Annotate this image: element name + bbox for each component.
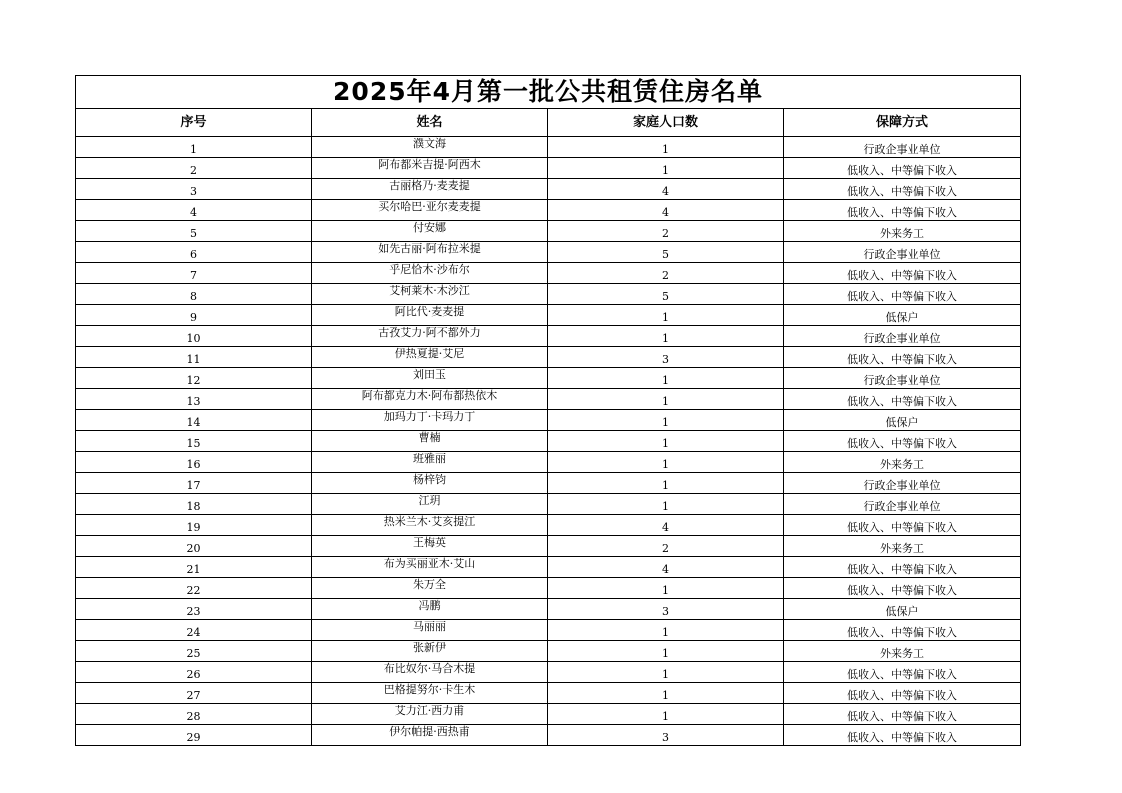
cell-serial-number: 14 bbox=[76, 410, 312, 431]
cell-household-size: 1 bbox=[548, 137, 784, 158]
cell-household-size: 1 bbox=[548, 326, 784, 347]
cell-name: 乎尼恰木·沙布尔 bbox=[312, 263, 548, 284]
cell-guarantee-type: 低收入、中等偏下收入 bbox=[784, 431, 1021, 452]
cell-serial-number: 2 bbox=[76, 158, 312, 179]
table-row bbox=[76, 137, 1021, 158]
cell-serial-number: 10 bbox=[76, 326, 312, 347]
cell-serial-number: 20 bbox=[76, 536, 312, 557]
cell-guarantee-type: 外来务工 bbox=[784, 221, 1021, 242]
cell-serial-number: 5 bbox=[76, 221, 312, 242]
cell-guarantee-type: 低收入、中等偏下收入 bbox=[784, 725, 1021, 746]
cell-household-size: 1 bbox=[548, 452, 784, 473]
cell-name: 江玥 bbox=[312, 494, 548, 515]
cell-serial-number: 26 bbox=[76, 662, 312, 683]
cell-name: 朱万全 bbox=[312, 578, 548, 599]
cell-household-size: 5 bbox=[548, 284, 784, 305]
cell-household-size: 5 bbox=[548, 242, 784, 263]
cell-serial-number: 6 bbox=[76, 242, 312, 263]
cell-serial-number: 23 bbox=[76, 599, 312, 620]
cell-guarantee-type: 低收入、中等偏下收入 bbox=[784, 347, 1021, 368]
cell-household-size: 1 bbox=[548, 305, 784, 326]
table-title: 2025年4月第一批公共租赁住房名单 bbox=[76, 76, 1021, 109]
cell-serial-number: 9 bbox=[76, 305, 312, 326]
cell-guarantee-type: 低收入、中等偏下收入 bbox=[784, 578, 1021, 599]
table-row bbox=[76, 305, 1021, 326]
cell-guarantee-type: 低收入、中等偏下收入 bbox=[784, 515, 1021, 536]
cell-serial-number: 8 bbox=[76, 284, 312, 305]
cell-guarantee-type: 低收入、中等偏下收入 bbox=[784, 704, 1021, 725]
cell-guarantee-type: 低收入、中等偏下收入 bbox=[784, 662, 1021, 683]
cell-name: 濮文海 bbox=[312, 137, 548, 158]
cell-name: 曹楠 bbox=[312, 431, 548, 452]
cell-guarantee-type: 外来务工 bbox=[784, 452, 1021, 473]
cell-name: 艾柯莱木·木沙江 bbox=[312, 284, 548, 305]
cell-name: 付安娜 bbox=[312, 221, 548, 242]
cell-name: 王梅英 bbox=[312, 536, 548, 557]
cell-serial-number: 21 bbox=[76, 557, 312, 578]
header-serial-number: 序号 bbox=[76, 109, 312, 137]
cell-name: 阿布都克力木·阿布都热依木 bbox=[312, 389, 548, 410]
cell-guarantee-type: 行政企事业单位 bbox=[784, 137, 1021, 158]
table-row bbox=[76, 200, 1021, 221]
cell-name: 热米兰木·艾亥提江 bbox=[312, 515, 548, 536]
header-guarantee-type: 保障方式 bbox=[784, 109, 1021, 137]
cell-name: 伊热夏提·艾尼 bbox=[312, 347, 548, 368]
table-row bbox=[76, 410, 1021, 431]
table-body bbox=[76, 137, 1021, 746]
cell-household-size: 4 bbox=[548, 557, 784, 578]
cell-name: 艾力江·西力甫 bbox=[312, 704, 548, 725]
table-row bbox=[76, 683, 1021, 704]
cell-household-size: 2 bbox=[548, 221, 784, 242]
table-row bbox=[76, 158, 1021, 179]
cell-household-size: 1 bbox=[548, 368, 784, 389]
cell-name: 布为买丽亚木·艾山 bbox=[312, 557, 548, 578]
cell-household-size: 1 bbox=[548, 704, 784, 725]
cell-household-size: 3 bbox=[548, 347, 784, 368]
cell-household-size: 1 bbox=[548, 494, 784, 515]
cell-name: 伊尔帕提·西热甫 bbox=[312, 725, 548, 746]
cell-guarantee-type: 低保户 bbox=[784, 410, 1021, 431]
cell-household-size: 1 bbox=[548, 389, 784, 410]
cell-guarantee-type: 外来务工 bbox=[784, 641, 1021, 662]
table-row bbox=[76, 515, 1021, 536]
cell-guarantee-type: 低收入、中等偏下收入 bbox=[784, 179, 1021, 200]
cell-household-size: 1 bbox=[548, 662, 784, 683]
cell-name: 布比奴尔·马合木提 bbox=[312, 662, 548, 683]
cell-guarantee-type: 行政企事业单位 bbox=[784, 326, 1021, 347]
table-row bbox=[76, 431, 1021, 452]
cell-name: 如先古丽·阿布拉米提 bbox=[312, 242, 548, 263]
cell-guarantee-type: 行政企事业单位 bbox=[784, 473, 1021, 494]
cell-household-size: 2 bbox=[548, 263, 784, 284]
table-row bbox=[76, 347, 1021, 368]
cell-serial-number: 22 bbox=[76, 578, 312, 599]
cell-household-size: 3 bbox=[548, 599, 784, 620]
table-row bbox=[76, 326, 1021, 347]
cell-household-size: 1 bbox=[548, 410, 784, 431]
table-row bbox=[76, 536, 1021, 557]
cell-household-size: 1 bbox=[548, 158, 784, 179]
header-household-size: 家庭人口数 bbox=[548, 109, 784, 137]
title-row bbox=[76, 76, 1021, 109]
cell-household-size: 1 bbox=[548, 473, 784, 494]
cell-guarantee-type: 低收入、中等偏下收入 bbox=[784, 284, 1021, 305]
cell-name: 刘田玉 bbox=[312, 368, 548, 389]
cell-name: 买尔哈巴·亚尔麦麦提 bbox=[312, 200, 548, 221]
cell-serial-number: 3 bbox=[76, 179, 312, 200]
cell-guarantee-type: 外来务工 bbox=[784, 536, 1021, 557]
table-row bbox=[76, 368, 1021, 389]
cell-guarantee-type: 低收入、中等偏下收入 bbox=[784, 263, 1021, 284]
table-row bbox=[76, 452, 1021, 473]
cell-serial-number: 4 bbox=[76, 200, 312, 221]
cell-household-size: 1 bbox=[548, 683, 784, 704]
cell-household-size: 3 bbox=[548, 725, 784, 746]
cell-serial-number: 16 bbox=[76, 452, 312, 473]
cell-name: 杨梓钧 bbox=[312, 473, 548, 494]
table-row bbox=[76, 263, 1021, 284]
cell-serial-number: 25 bbox=[76, 641, 312, 662]
header-row bbox=[76, 109, 1021, 137]
table-row bbox=[76, 242, 1021, 263]
table-row bbox=[76, 662, 1021, 683]
cell-serial-number: 28 bbox=[76, 704, 312, 725]
cell-name: 古丽格乃·麦麦提 bbox=[312, 179, 548, 200]
cell-serial-number: 7 bbox=[76, 263, 312, 284]
cell-guarantee-type: 行政企事业单位 bbox=[784, 368, 1021, 389]
cell-serial-number: 24 bbox=[76, 620, 312, 641]
cell-name: 阿比代·麦麦提 bbox=[312, 305, 548, 326]
cell-serial-number: 1 bbox=[76, 137, 312, 158]
cell-household-size: 2 bbox=[548, 536, 784, 557]
table-row bbox=[76, 641, 1021, 662]
cell-name: 加玛力丁·卡玛力丁 bbox=[312, 410, 548, 431]
cell-guarantee-type: 行政企事业单位 bbox=[784, 494, 1021, 515]
cell-guarantee-type: 低收入、中等偏下收入 bbox=[784, 389, 1021, 410]
cell-serial-number: 13 bbox=[76, 389, 312, 410]
cell-guarantee-type: 低保户 bbox=[784, 599, 1021, 620]
cell-guarantee-type: 低收入、中等偏下收入 bbox=[784, 200, 1021, 221]
cell-serial-number: 19 bbox=[76, 515, 312, 536]
cell-name: 冯鹏 bbox=[312, 599, 548, 620]
cell-serial-number: 11 bbox=[76, 347, 312, 368]
cell-serial-number: 17 bbox=[76, 473, 312, 494]
cell-household-size: 4 bbox=[548, 179, 784, 200]
table-row bbox=[76, 473, 1021, 494]
cell-guarantee-type: 行政企事业单位 bbox=[784, 242, 1021, 263]
spreadsheet-sheet bbox=[75, 75, 1020, 746]
cell-household-size: 1 bbox=[548, 641, 784, 662]
cell-serial-number: 12 bbox=[76, 368, 312, 389]
cell-serial-number: 18 bbox=[76, 494, 312, 515]
cell-guarantee-type: 低保户 bbox=[784, 305, 1021, 326]
cell-household-size: 1 bbox=[548, 431, 784, 452]
cell-name: 古孜艾力·阿不都外力 bbox=[312, 326, 548, 347]
cell-household-size: 4 bbox=[548, 200, 784, 221]
table-row bbox=[76, 557, 1021, 578]
table-row bbox=[76, 179, 1021, 200]
table-row bbox=[76, 599, 1021, 620]
cell-guarantee-type: 低收入、中等偏下收入 bbox=[784, 620, 1021, 641]
rental-housing-table bbox=[75, 75, 1021, 746]
table-row bbox=[76, 221, 1021, 242]
cell-name: 巴格提努尔·卡生木 bbox=[312, 683, 548, 704]
table-row bbox=[76, 494, 1021, 515]
header-name: 姓名 bbox=[312, 109, 548, 137]
table-row bbox=[76, 389, 1021, 410]
cell-serial-number: 27 bbox=[76, 683, 312, 704]
table-row bbox=[76, 725, 1021, 746]
cell-household-size: 1 bbox=[548, 620, 784, 641]
table-row bbox=[76, 578, 1021, 599]
table-row bbox=[76, 704, 1021, 725]
cell-household-size: 4 bbox=[548, 515, 784, 536]
cell-guarantee-type: 低收入、中等偏下收入 bbox=[784, 683, 1021, 704]
cell-name: 张新伊 bbox=[312, 641, 548, 662]
cell-household-size: 1 bbox=[548, 578, 784, 599]
cell-name: 班雅丽 bbox=[312, 452, 548, 473]
cell-name: 阿布都米吉提·阿西木 bbox=[312, 158, 548, 179]
cell-guarantee-type: 低收入、中等偏下收入 bbox=[784, 158, 1021, 179]
cell-serial-number: 15 bbox=[76, 431, 312, 452]
table-row bbox=[76, 284, 1021, 305]
cell-serial-number: 29 bbox=[76, 725, 312, 746]
table-row bbox=[76, 620, 1021, 641]
cell-guarantee-type: 低收入、中等偏下收入 bbox=[784, 557, 1021, 578]
cell-name: 马丽丽 bbox=[312, 620, 548, 641]
